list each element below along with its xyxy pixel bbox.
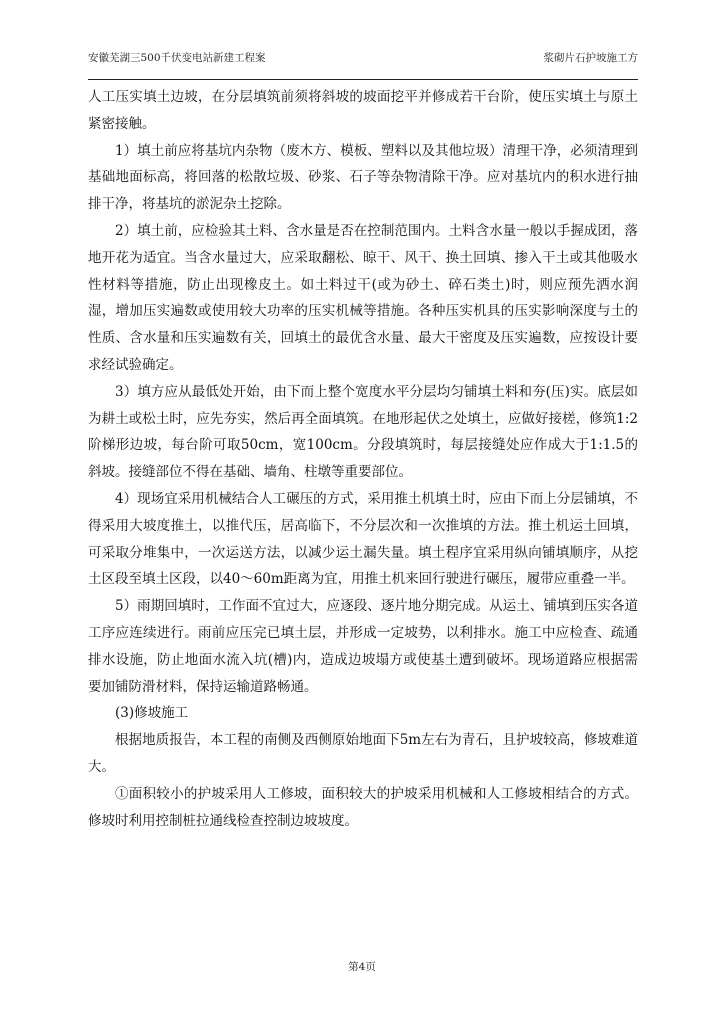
- header-section-title: 浆砌片石护坡施工方: [543, 52, 638, 64]
- section-heading: (3)修坡施工: [115, 705, 189, 722]
- paragraph-geology: 根据地质报告，本工程的南侧及西侧原始地面下5m左右为青石，且护坡较高，修坡难道大。: [88, 732, 638, 775]
- paragraph-item-5: 5）雨期回填时，工作面不宜过大，应逐段、逐片地分期完成。从运土、铺填到压实各道工序应连续进行。雨前应压完已填土层，并形成一定坡势，以利排水。施工中应检查、疏通排水设施，防止地面水流入坑(槽)内，造成边坡塌方或使基土遭到破坏。现场道路应根据需要加铺防滑材料，保持运输道路畅通。: [88, 598, 638, 695]
- page-number: 第4页: [348, 961, 376, 973]
- paragraph-item-4: 4）现场宜采用机械结合人工碾压的方式，采用推土机填土时，应由下而上分层铺填，不得采用大坡度推土，以推代压，居高临下，不分层次和一次推填的方法。推土机运土回填，可采取分堆集中，一次运送方法，以减少运土漏失量。填土程序宜采用纵向铺填顺序，从挖土区段至填土区段，以40～60m距离为宜，用推土机来回行驶进行碾压，履带应重叠一半。: [88, 490, 638, 588]
- paragraph-item-1: 1）填土前应将基坑内杂物（废木方、模板、塑料以及其他垃圾）清理干净，必须清理到基础地面标高，将回落的松散垃圾、砂浆、石子等杂物清除干净。应对基坑内的积水进行抽排干净，将基坑的淤泥杂土挖除。: [88, 142, 638, 213]
- page-header: [88, 52, 638, 78]
- paragraph-item-3: 3）填方应从最低处开始，由下而上整个宽度水平分层均匀铺填土料和夯(压)实。底层如为耕土或松土时，应先夯实，然后再全面填筑。在地形起伏之处填土，应做好接槎，修筑1:2阶梯形边坡，每台阶可取50cm，宽100cm。分段填筑时，每层接缝处应作成大于1:1.5的斜坡。接缝部位不得在基础、墙角、柱墩等重要部位。: [88, 383, 638, 481]
- paragraph-continuation: 人工压实填土边坡，在分层填筑前须将斜坡的坡面挖平并修成若干台阶，使压实填土与原土紧密接触。: [88, 89, 638, 132]
- page-footer: [0, 959, 724, 974]
- header-project-title: 安徽芜湖三500千伏变电站新建工程案: [88, 52, 266, 64]
- paragraph-slope-method: ①面积较小的护坡采用人工修坡，面积较大的护坡采用机械和人工修坡相结合的方式。修坡时利用控制桩拉通线检查控制边坡坡度。: [88, 785, 638, 829]
- paragraph-item-2: 2）填土前，应检验其土料、含水量是否在控制范围内。土料含水量一般以手握成团，落地开花为适宜。当含水量过大，应采取翻松、晾干、风干、换土回填、掺入干土或其他吸水性材料等措施，防止出现橡皮土。如土料过干(或为砂土、碎石类土)时，则应预先洒水润湿，增加压实遍数或使用较大功率的压实机械等措施。各种压实机具的压实影响深度与土的性质、含水量和压实遍数有关，回填土的最优含水量、最大干密度及压实遍数，应按设计要求经试验确定。: [88, 222, 638, 373]
- body-text: [88, 84, 638, 834]
- header-divider: [88, 79, 638, 80]
